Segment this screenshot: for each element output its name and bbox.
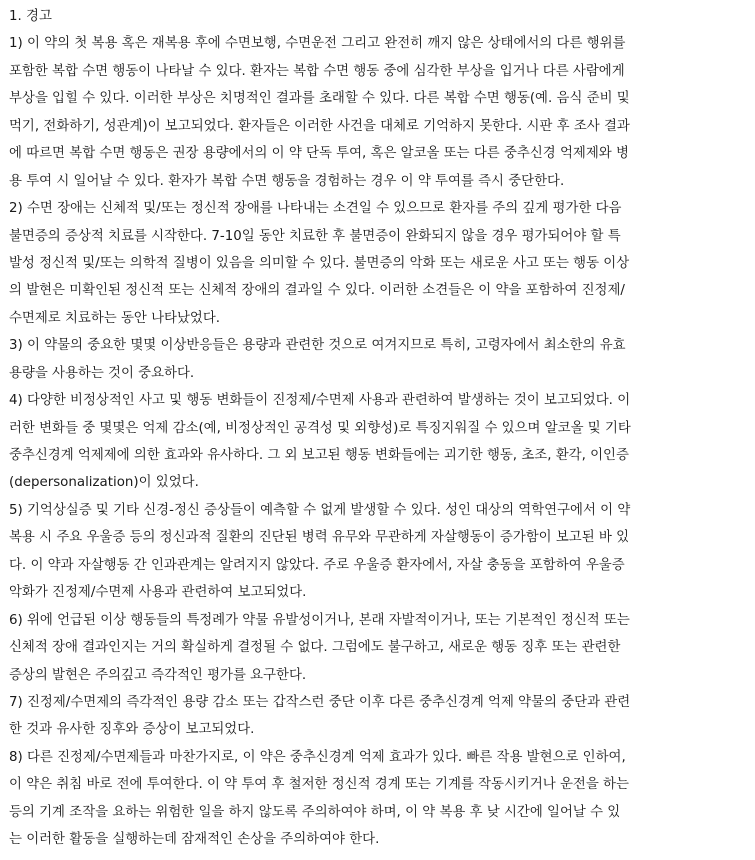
text-line: 등의 기계 조작을 요하는 위험한 일을 하지 않도록 주의하여야 하며, 이 약 복용 후 낮 시간에 일어날 수 있 bbox=[9, 804, 621, 820]
text-line: 악화가 진정제/수면제 사용과 관련하여 보고되었다. bbox=[9, 585, 307, 601]
text-line: 불면증의 증상적 치료를 시작한다. 7-10일 동안 치료한 후 불면증이 완화되지 않을 경우 평가되어야 할 특 bbox=[9, 228, 621, 244]
text-line: 3) 이 약물의 중요한 몇몇 이상반응들은 용량과 관련한 것으로 여겨지므로 특히, 고령자에서 최소한의 유효 bbox=[9, 338, 626, 354]
section-heading: 1. 경고 bbox=[9, 9, 52, 24]
text-line: 부상을 입힐 수 있다. 이러한 부상은 치명적인 결과를 초래할 수 있다. 다른 복합 수면 행동(예. 음식 준비 및 bbox=[9, 91, 630, 107]
text-line: 는 이러한 활동을 실행하는데 잠재적인 손상을 주의하여야 한다. bbox=[9, 832, 380, 848]
text-line: 8) 다른 진정제/수면제들과 마찬가지로, 이 약은 중추신경계 억제 효과가 있다. 빠른 작용 발현으로 인하여, bbox=[9, 749, 626, 765]
text-line: 포함한 복합 수면 행동이 나타날 수 있다. 환자는 복합 수면 행동 중에 심각한 부상을 입거나 다른 사람에게 bbox=[9, 63, 625, 79]
text-line: 에 따르면 복합 수면 행동은 권장 용량에서의 이 약 단독 투여, 혹은 알코올 또는 다른 중추신경 억제제와 병 bbox=[9, 146, 629, 162]
text-line: 수면제로 치료하는 동안 나타났었다. bbox=[9, 310, 221, 326]
text-line: (depersonalization)이 있었다. bbox=[9, 475, 199, 491]
text-line: 러한 변화들 중 몇몇은 억제 감소(예, 비정상적인 공격성 및 외향성)로 특징지워질 수 있으며 알코올 및 기타 bbox=[9, 420, 631, 436]
text-line: 다. 이 약과 자살행동 간 인과관계는 알려지지 않았다. 주로 우울증 환자에서, 자살 충동을 포함하여 우울증 bbox=[9, 557, 625, 573]
text-line: 용 투여 시 일어날 수 있다. 환자가 복합 수면 행동을 경험하는 경우 이 약 투여를 즉시 중단한다. bbox=[9, 173, 565, 189]
text-line: 증상의 발현은 주의깊고 즉각적인 평가를 요구한다. bbox=[9, 667, 307, 683]
text-line: 4) 다양한 비정상적인 사고 및 행동 변화들이 진정제/수면제 사용과 관련하여 발생하는 것이 보고되었다. 이 bbox=[9, 393, 631, 409]
text-line: 5) 기억상실증 및 기타 신경-정신 증상들이 예측할 수 없게 발생할 수 있다. 성인 대상의 역학연구에서 이 약 bbox=[9, 502, 631, 518]
text-line: 복용 시 주요 우울증 등의 정신과적 질환의 진단된 병력 유무와 무관하게 자살행동이 증가함이 보고된 바 있 bbox=[9, 530, 630, 546]
text-line: 먹기, 전화하기, 성관계)이 보고되었다. 환자들은 이러한 사건을 대체로 기억하지 못한다. 시판 후 조사 결과 bbox=[9, 118, 630, 134]
text-line: 한 것과 유사한 징후와 증상이 보고되었다. bbox=[9, 722, 255, 738]
text-line: 이 약은 취침 바로 전에 투여한다. 이 약 투여 후 철저한 정신적 경계 또는 기계를 작동시키거나 운전을 하는 bbox=[9, 777, 629, 793]
document-body bbox=[9, 3, 751, 854]
text-line: 2) 수면 장애는 신체적 및/또는 정신적 장애를 나타내는 소견일 수 있으므로 환자를 주의 깊게 평가한 다음 bbox=[9, 201, 622, 217]
text-line: 1) 이 약의 첫 복용 혹은 재복용 후에 수면보행, 수면운전 그리고 완전히 깨지 않은 상태에서의 다른 행위를 bbox=[9, 36, 626, 52]
text-line: 중추신경계 억제제에 의한 효과와 유사하다. 그 외 보고된 행동 변화들에는 괴기한 행동, 초조, 환각, 이인증 bbox=[9, 448, 629, 463]
text-line: 발성 정신적 및/또는 의학적 질병이 있음을 의미할 수 있다. 불면증의 악화 또는 새로운 사고 또는 행동 이상 bbox=[9, 255, 630, 271]
text-line: 의 발현은 미확인된 정신적 또는 신체적 장애의 결과일 수 있다. 이러한 소견들은 이 약을 포함하여 진정제/ bbox=[9, 283, 625, 299]
text-line: 6) 위에 언급된 이상 행동들의 특정례가 약물 유발성이거나, 본래 자발적이거나, 또는 기본적인 정신적 또는 bbox=[9, 612, 630, 628]
text-line: 신체적 장애 결과인지는 거의 확실하게 결정될 수 없다. 그럼에도 불구하고, 새로운 행동 징후 또는 관련한 bbox=[9, 640, 621, 656]
text-line: 용량을 사용하는 것이 중요하다. bbox=[9, 365, 195, 381]
text-line: 7) 진정제/수면제의 즉각적인 용량 감소 또는 갑작스런 중단 이후 다른 중추신경계 억제 약물의 중단과 관련 bbox=[9, 694, 631, 710]
